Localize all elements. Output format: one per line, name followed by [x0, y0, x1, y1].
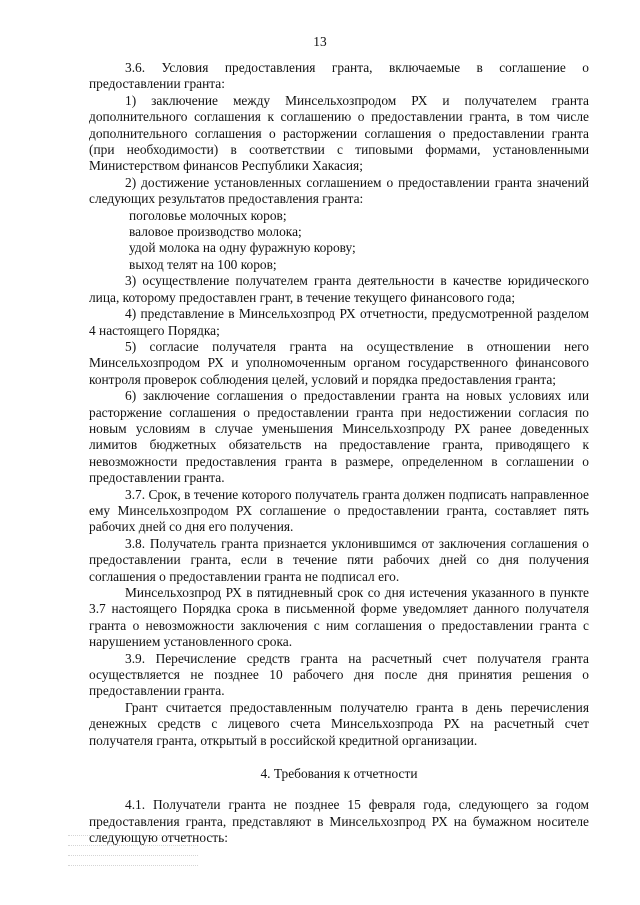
paragraph: 3) осуществление получателем гранта деятельности в качестве юридического лица, которому предоставлен грант, в течение текущего финансового года;: [89, 273, 589, 305]
paragraph: Минсельхозпрод РХ в пятидневный срок со дня истечения указанного в пункте 3.7 настоящего Порядка срока в письменной форме уведомляет данного получателя гранта о невозможности заключения с ним соглашения о предоставлении гранта с нарушением установленного срока.: [89, 585, 589, 650]
list-item: поголовье молочных коров;: [129, 207, 287, 223]
paragraph: 4) представление в Минсельхозпрод РХ отчетности, предусмотренной разделом 4 настоящего Порядка;: [89, 306, 589, 338]
paragraph: 3.8. Получатель гранта признается уклонившимся от заключения соглашения о предоставлении гранта, если в течение пяти рабочих дней со дня получения соглашения о предоставлении гранта не подписал его.: [89, 535, 589, 584]
list-item: выход телят на 100 коров;: [129, 256, 277, 272]
list-item: удой молока на одну фуражную корову;: [129, 240, 356, 256]
paragraph: Грант считается предоставленным получателю гранта в день перечисления денежных средств с лицевого счета Минсельхозпрода РХ на расчетный счет получателя гранта, открытый в российской кредитной организации.: [89, 699, 589, 748]
paragraph: 2) достижение установленных соглашением о предоставлении гранта значений следующих результатов предоставления гранта:: [89, 174, 589, 207]
paragraph: 6) заключение соглашения о предоставлении гранта на новых условиях или расторжение соглашения о предоставлении гранта при недостижении согласия по новым условиям в случае уменьшения Минсельхозпроду РХ ранее доведенных лимитов бюджетных обязательств на предоставление гранта, приводящего к невозможности предоставления гранта в размере, определенном в соглашении о предоставлении гранта.: [89, 388, 589, 486]
scan-artifact: [68, 828, 198, 888]
paragraph: 4.1. Получатели гранта не позднее 15 февраля года, следующего за годом предоставления гранта, представляют в Минсельхозпрод РХ на бумажном носителе следующую отчетность:: [89, 797, 589, 846]
page-number: 13: [313, 34, 327, 49]
paragraph: 3.6. Условия предоставления гранта, включаемые в соглашение о предоставлении гранта:: [89, 60, 589, 92]
section-heading: 4. Требования к отчетности: [260, 766, 418, 782]
paragraph: 3.9. Перечисление средств гранта на расчетный счет получателя гранта осуществляется не позднее 10 рабочего дня после дня принятия решения о предоставлении гранта.: [89, 650, 589, 699]
paragraph: 1) заключение между Минсельхозпродом РХ и получателем гранта дополнительного соглашения к соглашению о предоставлении гранта, в том числе дополнительного соглашения о расторжении соглашения о предоставлении гранта (при необходимости) в соответствии с типовыми формами, установленными Министерством финансов Республики Хакасия;: [89, 92, 589, 174]
list-item: валовое производство молока;: [129, 224, 302, 240]
paragraph: 3.7. Срок, в течение которого получатель гранта должен подписать направленное ему Минсельхозпродом РХ соглашение о предоставлении гранта, составляет пять рабочих дней со дня его получения.: [89, 486, 589, 535]
paragraph: 5) согласие получателя гранта на осуществление в отношении него Минсельхозпродом РХ и уполномоченным органом государственного финансового контроля проверок соблюдения целей, условий и порядка предоставления гранта;: [89, 338, 589, 387]
document-body: [89, 60, 589, 847]
